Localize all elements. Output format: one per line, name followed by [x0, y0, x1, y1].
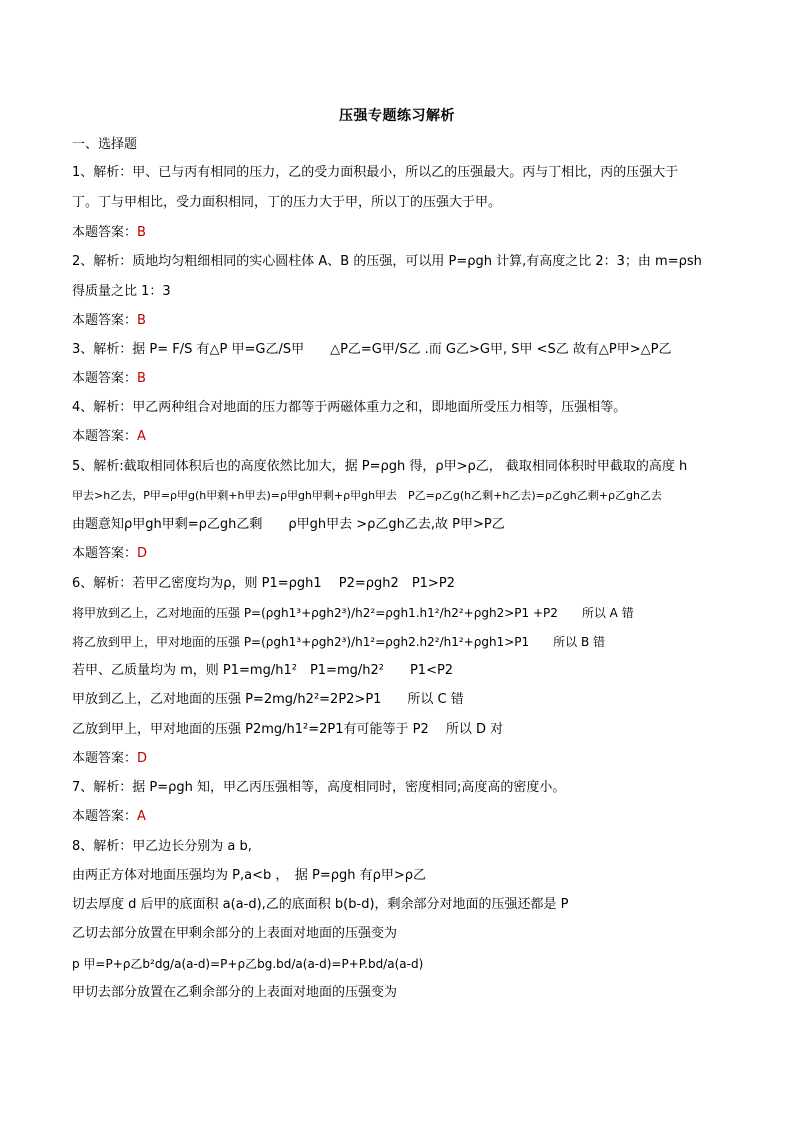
- q6-line-1: 6、解析：若甲乙密度均为ρ，则 P1=ρgh1 P2=ρgh2 P1>P2: [72, 576, 455, 591]
- page-title: 压强专题练习解析: [339, 108, 455, 124]
- answer-value: B: [137, 313, 146, 328]
- q6-answer: [72, 750, 732, 768]
- q5-answer: [72, 545, 732, 563]
- q8-line-2: 由两正方体对地面压强均为 P,a<b ， 据 P=ρgh 有ρ甲>ρ乙: [72, 868, 426, 883]
- q3-answer: [72, 370, 732, 388]
- answer-label: 本题答案：: [72, 371, 138, 386]
- q8-line-6: 甲切去部分放置在乙剩余部分的上表面对地面的压强变为: [72, 985, 398, 1000]
- answer-label: 本题答案：: [72, 313, 138, 328]
- q1-line-2: 丁。丁与甲相比，受力面积相同，丁的压力大于甲，所以丁的压强大于甲。: [72, 195, 502, 210]
- q6-line-6: 乙放到甲上，甲对地面的压强 P2mg/h1²=2P1有可能等于 P2 所以 D 对: [72, 722, 504, 737]
- q8-line-1: 8、解析：甲乙边长分别为 a b,: [72, 839, 252, 854]
- q8-line-5: p 甲=P+ρ乙b²dg/a(a-d)=P+ρ乙bg.bd/a(a-d)=P+P.bd/a(a-d): [72, 957, 424, 971]
- q2-line-1: 2、解析：质地均匀粗细相同的实心圆柱体 A、B 的压强，可以用 P=ρgh 计算,有高度之比 2：3；由 m=ρsh: [72, 254, 702, 269]
- q1-answer: [72, 224, 732, 242]
- answer-label: 本题答案：: [72, 429, 138, 444]
- q6-line-5: 甲放到乙上，乙对地面的压强 P=2mg/h2²=2P2>P1 所以 C 错: [72, 692, 464, 707]
- answer-value: A: [137, 429, 146, 444]
- answer-value: A: [137, 809, 146, 824]
- answer-value: B: [137, 371, 146, 386]
- q8-line-3: 切去厚度 d 后甲的底面积 a(a-d),乙的底面积 b(b-d)，剩余部分对地面的压强还都是 P: [72, 897, 569, 912]
- q2-line-2: 得质量之比 1：3: [72, 284, 171, 299]
- q8-line-4: 乙切去部分放置在甲剩余部分的上表面对地面的压强变为: [72, 926, 398, 941]
- q7-answer: [72, 808, 732, 826]
- answer-label: 本题答案：: [72, 751, 138, 766]
- q5-line-1: 5、解析:截取相同体积后也的高度依然比加大，据 P=ρgh 得，ρ甲>ρ乙， 截取相同体积时甲截取的高度 h: [72, 459, 688, 474]
- q2-answer: [72, 312, 732, 330]
- answer-label: 本题答案：: [72, 809, 138, 824]
- q6-line-3: 将乙放到甲上，甲对地面的压强 P=(ρgh1³+ρgh2³)/h1²=ρgh2.h2²/h1²+ρgh1>P1 所以 B 错: [72, 635, 605, 649]
- q6-line-2: 将甲放到乙上，乙对地面的压强 P=(ρgh1³+ρgh2³)/h2²=ρgh1.h1²/h2²+ρgh2>P1 +P2 所以 A 错: [72, 606, 634, 620]
- section-heading: 一、选择题: [72, 137, 138, 152]
- answer-value: D: [137, 546, 148, 561]
- q3-line-1: 3、解析：据 P= F/S 有△P 甲=G乙/S甲 △P乙=G甲/S乙 .而 G乙>G甲, S甲 <S乙 故有△P甲>△P乙: [72, 342, 672, 357]
- q5-line-3: 由题意知ρ甲gh甲剩=ρ乙gh乙剩 ρ甲gh甲去 >ρ乙gh乙去,故 P甲>P乙: [72, 517, 505, 532]
- q4-answer: [72, 428, 732, 446]
- answer-label: 本题答案：: [72, 546, 138, 561]
- answer-label: 本题答案：: [72, 225, 138, 240]
- q4-line-1: 4、解析：甲乙两种组合对地面的压力都等于两磁体重力之和，即地面所受压力相等，压强相等。: [72, 400, 627, 415]
- q1-line-1: 1、解析：甲、已与丙有相同的压力，乙的受力面积最小，所以乙的压强最大。丙与丁相比，丙的压强大于: [72, 165, 679, 180]
- q6-line-4: 若甲、乙质量均为 m，则 P1=mg/h1² P1=mg/h2² P1<P2: [72, 663, 454, 678]
- answer-value: D: [137, 751, 148, 766]
- answer-value: B: [137, 225, 146, 240]
- q5-line-2: 甲去>h乙去，P甲=ρ甲g(h甲剩+h甲去)=ρ甲gh甲剩+ρ甲gh甲去 P乙=ρ乙g(h乙剩+h乙去)=ρ乙gh乙剩+ρ乙gh乙去: [72, 489, 662, 502]
- q7-line-1: 7、解析：据 P=ρgh 知，甲乙丙压强相等，高度相同时，密度相同;高度高的密度小。: [72, 780, 566, 795]
